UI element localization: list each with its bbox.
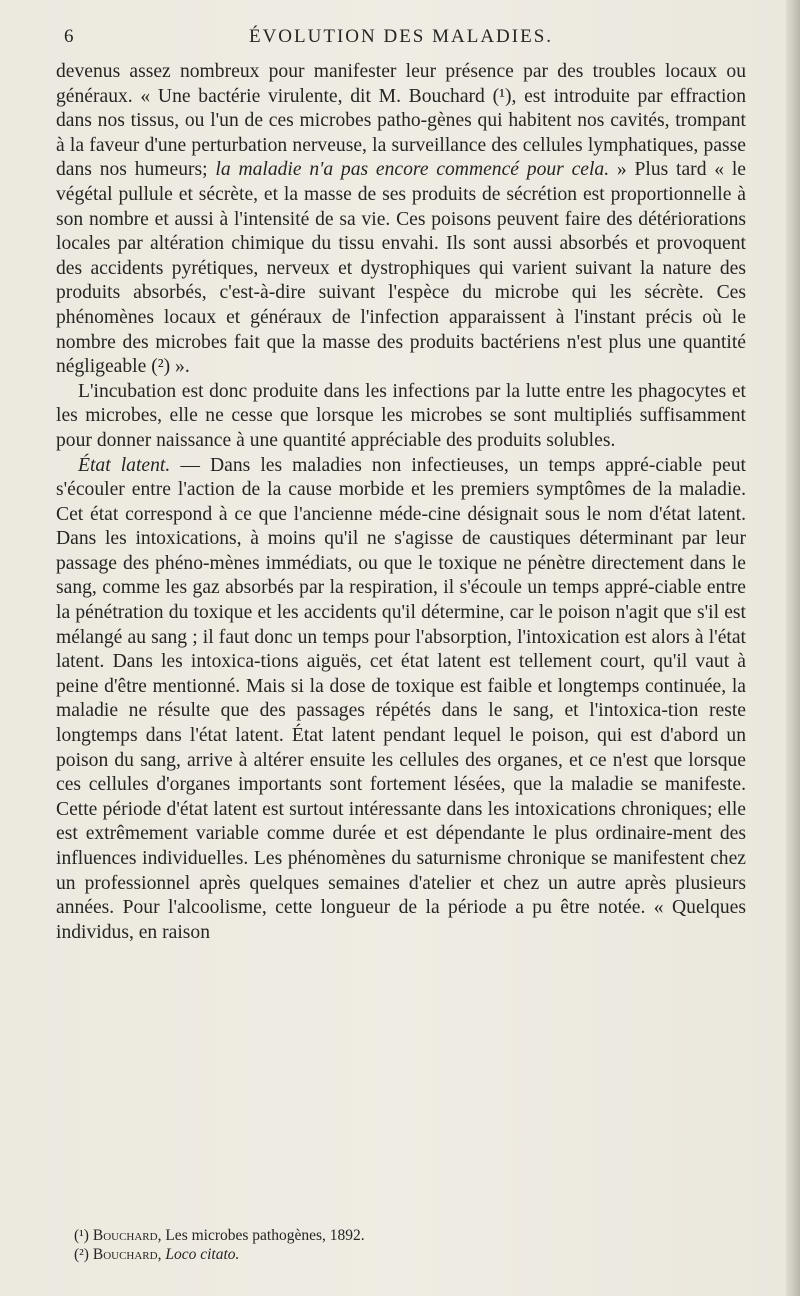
page-edge — [786, 0, 800, 1296]
paragraph-1 — [56, 60, 746, 380]
footnote-text: , — [157, 1246, 166, 1263]
body-text — [56, 60, 746, 945]
running-title: ÉVOLUTION DES MALADIES. — [248, 26, 554, 47]
footnote-author: Bouchard — [92, 1227, 158, 1244]
paragraph-2: L'incubation est donc produite dans les infections par la lutte entre les phagocytes et les microbes, elle ne cesse que lorsque les microbes se sont multipliés suffisamment pour donner naissance à une quantité appréciable des produits solubles. — [56, 380, 746, 451]
paragraph-1-italic: la maladie n'a pas encore commencé pour cela. — [215, 159, 610, 181]
footnote-author: Bouchard — [92, 1246, 158, 1263]
paragraph-3 — [56, 454, 746, 946]
section-heading-etat-latent: État latent. — [78, 454, 171, 476]
paragraph-1-text-a: devenus assez nombreux pour manifester leur présence par des troubles locaux ou généraux. « Une bactérie virulente, dit M. Bouchard (¹), est introduite par effraction dans nos tissus, ou l'un de ces microbes patho-gènes qui habitent nos cavités, trompant à la faveur d'une perturbation nerveuse, la surveillance des cellules lymphatiques, passe dans nos humeurs; — [56, 61, 746, 181]
paragraph-1-text-b: » Plus tard « le végétal pullule et sécrète, et la masse de ses produits de sécrétion est proportionnelle à son nombre et aussi à l'intensité de sa vie. Ces poisons peuvent faire des détériorations locales par altération chimique du tissu envahi. Ils sont aussi absorbés et provoquent des accidents pyrétiques, nerveux et dystrophiques qui varient suivant la nature des produits absorbés, c'est-à-dire suivant l'espèce du microbe qui les sécrète. Ces phénomènes locaux et généraux de l'infection apparaissent à l'instant précis où le nombre des microbes fait que la masse des produits bactériens n'est plus une quantité négligeable (²) ». — [56, 159, 746, 378]
footnotes — [74, 1226, 734, 1264]
footnote-italic: Loco citato. — [165, 1246, 240, 1263]
paragraph-3-text: — Dans les maladies non infectieuses, un temps appré-ciable peut s'écouler entre l'action de la cause morbide et les premiers symptômes de la maladie. Cet état correspond à ce que l'ancienne méde-cine désignait sous le nom d'état latent. Dans les intoxications, à moins qu'il ne s'agisse de caustiques déterminant par leur passage des phéno-mènes immédiats, ou que le toxique ne pénètre directement dans le sang, comme les gaz absorbés par la respiration, il s'écoule un temps appré-ciable entre la pénétration du toxique et les accidents qu'il détermine, car le poison n'agit que s'il est mélangé au sang ; il faut donc un temps pour l'absorption, l'intoxication est alors à l'état latent. Dans les intoxica-tions aiguës, cet état latent est tellement court, qu'il vaut à peine d'être mentionné. Mais si la dose de toxique est faible et longtemps continuée, la maladie ne résulte que des passages répétés dans le sang, et l'intoxica-tion reste longtemps dans l'état latent. État latent pendant lequel le poison, qui est d'abord un poison du sang, arrive à altérer ensuite les cellules des organes, et ce n'est que lorsque ces cellules d'organes importants sont fortement lésées, que la maladie se manifeste. Cette période d'état latent est surtout intéressante dans les intoxications chroniques; elle est extrêmement variable comme durée et est dépendante le plus ordinaire-ment des influences individuelles. Les phénomènes du saturnisme chronique se manifestent chez un professionnel après quelques semaines d'atelier et chez un autre après plusieurs années. Pour l'alcoolisme, cette longueur de la période a pu être notée. « Quelques individus, en raison — [56, 454, 746, 943]
footnote-text: , Les microbes pathogènes, 1892. — [157, 1227, 365, 1244]
footnote-1 — [74, 1226, 734, 1245]
footnote-marker: (¹) — [74, 1227, 89, 1244]
footnote-marker: (²) — [74, 1246, 89, 1263]
page-header — [56, 26, 746, 56]
footnote-2 — [74, 1245, 734, 1264]
page-number: 6 — [64, 26, 74, 47]
